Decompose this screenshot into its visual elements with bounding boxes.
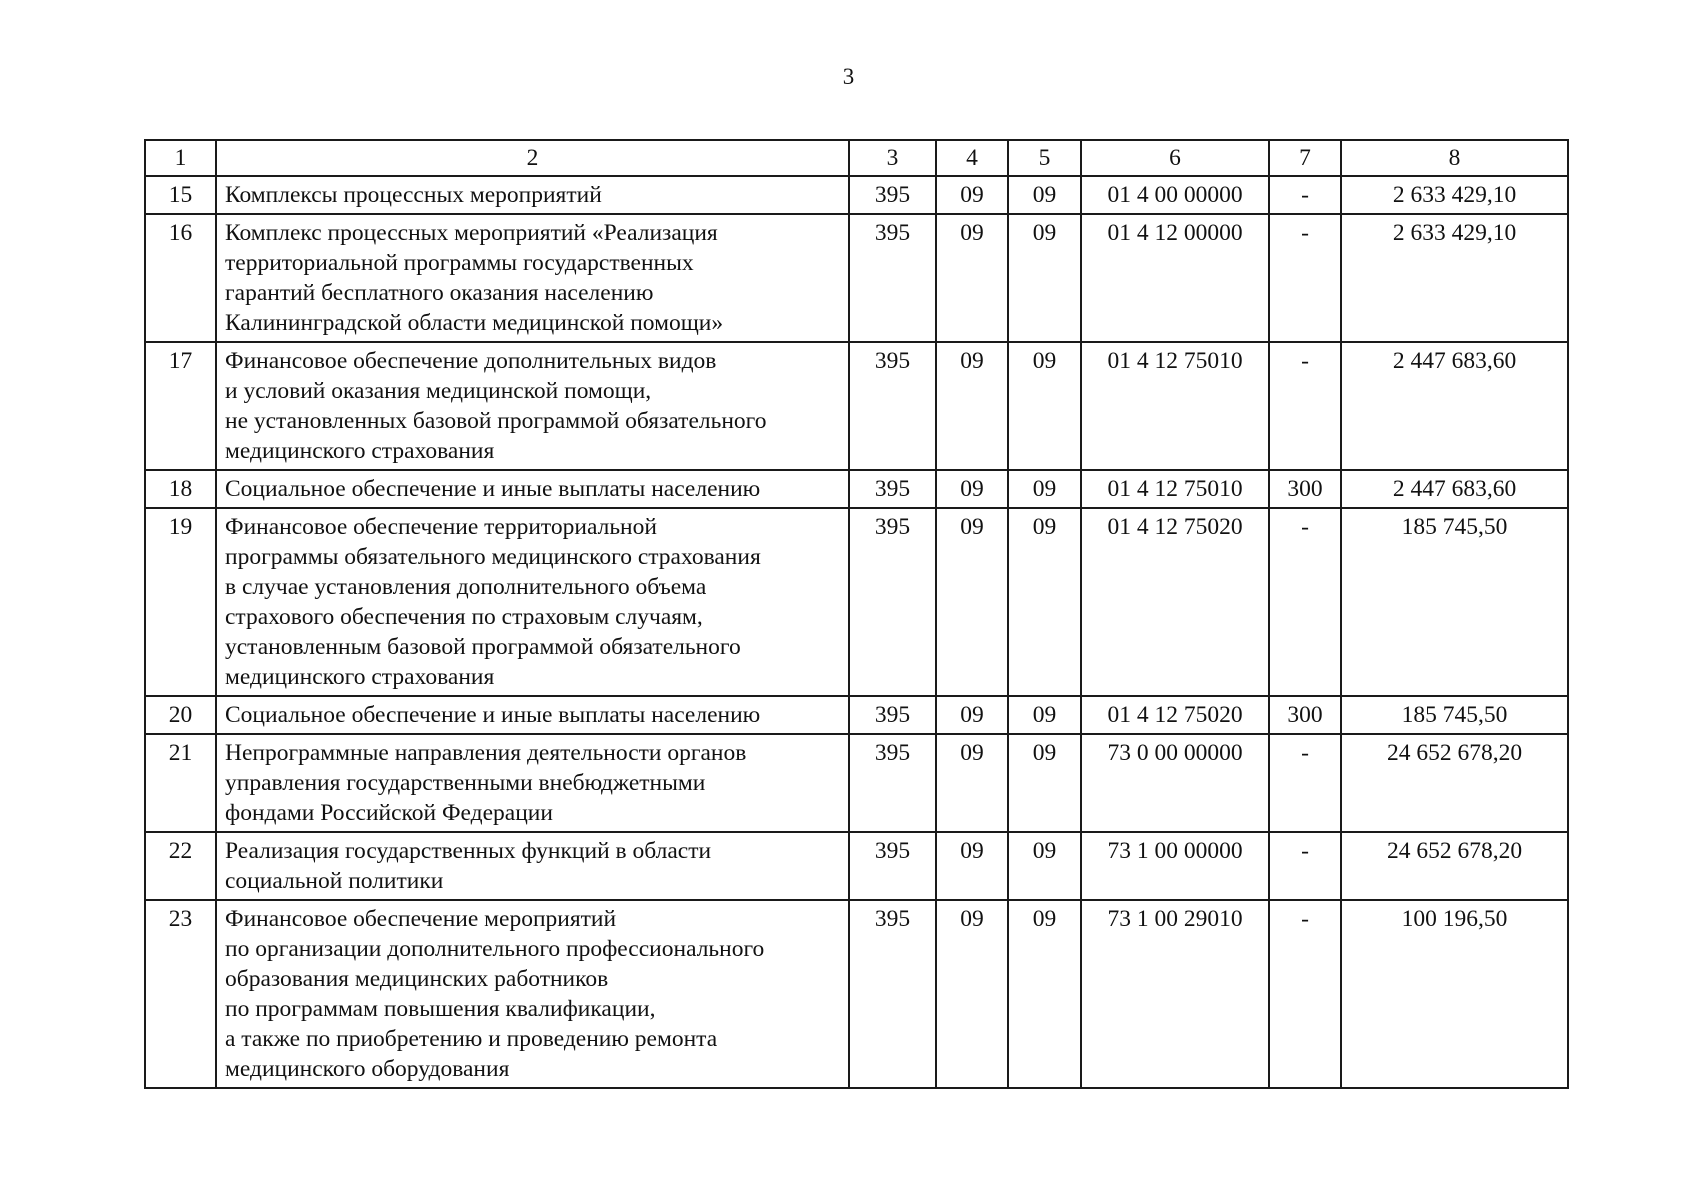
row-name: Комплекс процессных мероприятий «Реализация территориальной программы государственных гарантий бесплатного оказания населению Калининградской области медицинской помощи» [216, 214, 849, 342]
row-number: 18 [145, 470, 216, 508]
row-expense-type: - [1269, 176, 1341, 214]
row-code: 395 [849, 214, 936, 342]
row-expense-type: - [1269, 900, 1341, 1088]
table-row [145, 734, 1568, 832]
row-number: 22 [145, 832, 216, 900]
header-cell-2: 2 [216, 140, 849, 176]
row-code: 395 [849, 342, 936, 470]
row-expense-type: - [1269, 508, 1341, 696]
row-target-article: 01 4 12 75020 [1081, 508, 1269, 696]
page-number: 3 [842, 64, 855, 89]
row-expense-type: - [1269, 342, 1341, 470]
row-sum: 2 633 429,10 [1341, 176, 1568, 214]
row-name: Непрограммные направления деятельности органов управления государственными внебюджетными фондами Российской Федерации [216, 734, 849, 832]
row-code: 395 [849, 470, 936, 508]
table-row [145, 470, 1568, 508]
row-target-article: 73 1 00 29010 [1081, 900, 1269, 1088]
row-sum: 185 745,50 [1341, 696, 1568, 734]
header-cell-3: 3 [849, 140, 936, 176]
header-cell-7: 7 [1269, 140, 1341, 176]
budget-table [144, 139, 1569, 1089]
row-number: 17 [145, 342, 216, 470]
row-sum: 185 745,50 [1341, 508, 1568, 696]
row-target-article: 01 4 12 75010 [1081, 470, 1269, 508]
row-target-article: 01 4 12 00000 [1081, 214, 1269, 342]
row-code: 395 [849, 696, 936, 734]
row-name: Реализация государственных функций в области социальной политики [216, 832, 849, 900]
row-section: 09 [936, 470, 1008, 508]
row-expense-type: - [1269, 734, 1341, 832]
row-subsection: 09 [1008, 832, 1081, 900]
row-section: 09 [936, 342, 1008, 470]
row-subsection: 09 [1008, 470, 1081, 508]
row-subsection: 09 [1008, 900, 1081, 1088]
row-name: Социальное обеспечение и иные выплаты населению [216, 470, 849, 508]
table-row [145, 832, 1568, 900]
row-section: 09 [936, 214, 1008, 342]
header-cell-5: 5 [1008, 140, 1081, 176]
header-row [145, 140, 1568, 176]
header-cell-6: 6 [1081, 140, 1269, 176]
table-row [145, 696, 1568, 734]
row-target-article: 73 0 00 00000 [1081, 734, 1269, 832]
row-expense-type: 300 [1269, 470, 1341, 508]
table-header [145, 140, 1568, 176]
row-sum: 2 447 683,60 [1341, 470, 1568, 508]
row-target-article: 01 4 12 75020 [1081, 696, 1269, 734]
row-number: 21 [145, 734, 216, 832]
row-number: 16 [145, 214, 216, 342]
table-row [145, 900, 1568, 1088]
header-cell-4: 4 [936, 140, 1008, 176]
row-subsection: 09 [1008, 508, 1081, 696]
row-code: 395 [849, 508, 936, 696]
row-code: 395 [849, 900, 936, 1088]
row-code: 395 [849, 832, 936, 900]
row-subsection: 09 [1008, 214, 1081, 342]
row-name: Комплексы процессных мероприятий [216, 176, 849, 214]
header-cell-1: 1 [145, 140, 216, 176]
table-row [145, 508, 1568, 696]
row-sum: 24 652 678,20 [1341, 832, 1568, 900]
row-subsection: 09 [1008, 734, 1081, 832]
row-target-article: 01 4 12 75010 [1081, 342, 1269, 470]
row-name: Финансовое обеспечение мероприятий по организации дополнительного профессионального образования медицинских работников по программам повышения квалификации, а также по приобретению и проведению ремонта медицинского оборудования [216, 900, 849, 1088]
table-row [145, 342, 1568, 470]
row-number: 15 [145, 176, 216, 214]
row-name: Финансовое обеспечение территориальной программы обязательного медицинского страхования в случае установления дополнительного объема страхового обеспечения по страховым случаям, установленным базовой программой обязательного медицинского страхования [216, 508, 849, 696]
row-section: 09 [936, 176, 1008, 214]
row-section: 09 [936, 900, 1008, 1088]
row-expense-type: - [1269, 832, 1341, 900]
row-sum: 2 447 683,60 [1341, 342, 1568, 470]
row-target-article: 01 4 00 00000 [1081, 176, 1269, 214]
header-cell-8: 8 [1341, 140, 1568, 176]
row-name: Финансовое обеспечение дополнительных видов и условий оказания медицинской помощи, не установленных базовой программой обязательного медицинского страхования [216, 342, 849, 470]
table-body [145, 176, 1568, 1088]
row-section: 09 [936, 734, 1008, 832]
row-code: 395 [849, 176, 936, 214]
row-subsection: 09 [1008, 342, 1081, 470]
row-expense-type: 300 [1269, 696, 1341, 734]
table-row [145, 176, 1568, 214]
row-section: 09 [936, 832, 1008, 900]
row-sum: 100 196,50 [1341, 900, 1568, 1088]
row-subsection: 09 [1008, 176, 1081, 214]
row-sum: 24 652 678,20 [1341, 734, 1568, 832]
row-number: 23 [145, 900, 216, 1088]
row-section: 09 [936, 696, 1008, 734]
row-target-article: 73 1 00 00000 [1081, 832, 1269, 900]
row-name: Социальное обеспечение и иные выплаты населению [216, 696, 849, 734]
table-row [145, 214, 1568, 342]
row-expense-type: - [1269, 214, 1341, 342]
row-number: 19 [145, 508, 216, 696]
row-code: 395 [849, 734, 936, 832]
row-sum: 2 633 429,10 [1341, 214, 1568, 342]
row-section: 09 [936, 508, 1008, 696]
row-subsection: 09 [1008, 696, 1081, 734]
row-number: 20 [145, 696, 216, 734]
